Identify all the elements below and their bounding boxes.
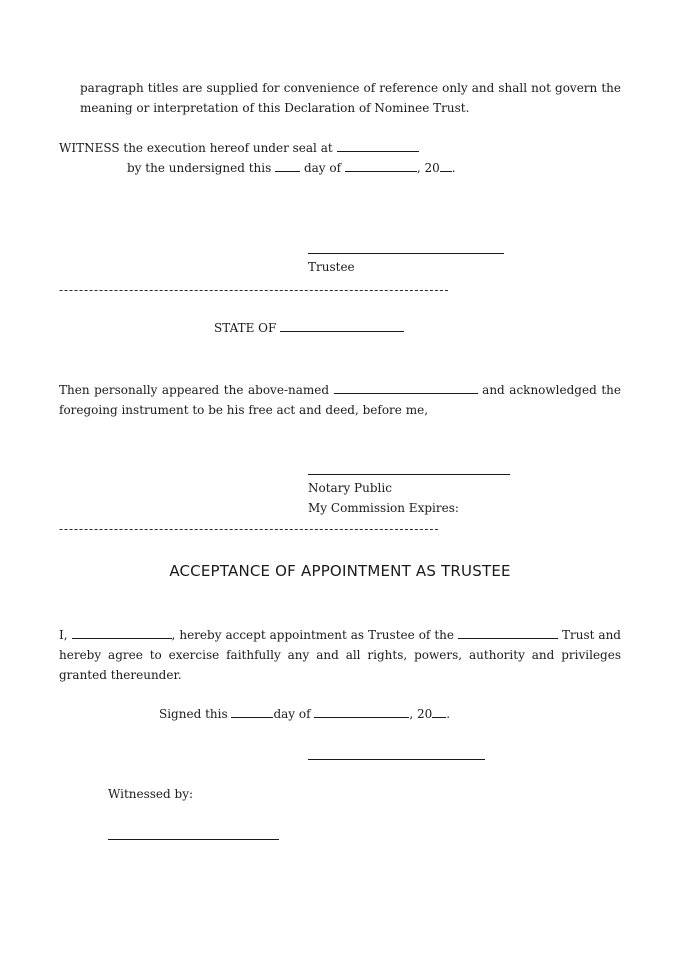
year-blank[interactable] [440,160,452,172]
state-blank[interactable] [280,320,404,332]
appeared-name-blank[interactable] [334,382,478,394]
intro-paragraph: paragraph titles are supplied for convenience of reference only and shall not govern the meaning or interpretation of this Declaration of Nominee Trust. [80,81,621,115]
day-of-text: day of [303,161,342,175]
acceptance-signature-line[interactable] [308,759,485,760]
witness-signature-line[interactable] [108,839,279,840]
notary-signature-line[interactable] [308,474,510,475]
separator-line-2: ---------------------------------------------------------------------------- [59,522,440,536]
acceptance-text-1: I, [59,628,68,642]
signed-this-text: Signed this [159,707,228,721]
trustee-signature-line[interactable] [308,253,504,254]
signed-line [159,706,450,721]
acceptance-text-2: , hereby accept appointment as Trustee of the [171,628,455,642]
year-prefix: , 20 [416,161,440,175]
appeared-paragraph [59,380,621,420]
acceptance-paragraph [59,625,621,685]
separator-line: ------------------------------------------------------------------------------ [59,283,450,297]
place-blank[interactable] [337,140,419,152]
state-of-line [214,320,404,335]
signed-day-blank[interactable] [231,706,273,718]
acceptor-name-blank[interactable] [72,627,172,639]
period: . [451,161,456,175]
state-of-label: STATE OF [214,321,277,335]
witness-undersigned-text: by the undersigned this [127,161,272,175]
trust-name-blank[interactable] [458,627,558,639]
month-blank[interactable] [345,160,417,172]
signed-year-blank[interactable] [432,706,446,718]
witnessed-by-label: Witnessed by: [108,787,194,801]
witness-line-1 [59,140,419,155]
signed-period: . [446,707,451,721]
trustee-label: Trustee [308,260,355,274]
appeared-text-2: and acknowledged the foregoing instrument to be his free act and deed, before me, [59,383,621,417]
signed-year-prefix: , 20 [409,707,433,721]
acceptance-text-3: Trust and hereby agree to exercise faithfully any and all rights, powers, authority and privileges granted thereunder. [59,628,621,682]
signed-month-blank[interactable] [314,706,409,718]
witness-line-2 [127,160,456,175]
day-blank[interactable] [275,160,300,172]
signed-day-of-text: day of [273,707,311,721]
commission-expires-label: My Commission Expires: [308,501,459,515]
witness-text: WITNESS the execution hereof under seal at [59,141,333,155]
notary-public-label: Notary Public [308,481,392,495]
acceptance-title: ACCEPTANCE OF APPOINTMENT AS TRUSTEE [169,562,511,580]
appeared-text-1: Then personally appeared the above-named [59,383,330,397]
